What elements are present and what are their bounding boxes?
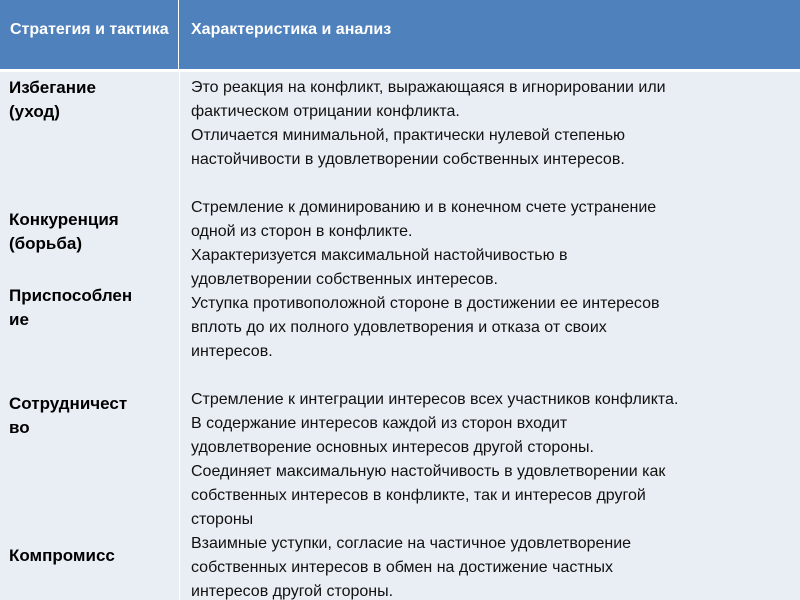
description-line: стороны <box>191 511 254 528</box>
description-compromise <box>191 532 796 600</box>
description-line: Это реакция на конфликт, выражающаяся в игнорировании или <box>191 79 666 96</box>
header-analysis-cell: Характеристика и анализ <box>191 21 392 38</box>
description-line: удовлетворение основных интересов другой стороны. <box>191 439 594 456</box>
description-line: интересов другой стороны. <box>191 583 394 600</box>
description-line: Стремление к доминированию и в конечном счете устранение <box>191 199 657 216</box>
description-accommodation <box>191 292 796 364</box>
strategy-compromise: Компромисс <box>9 546 115 565</box>
description-collaboration <box>191 388 796 532</box>
description-line: В содержание интересов каждой из сторон входит <box>191 415 568 432</box>
header-strategy-cell: Стратегия и тактика <box>0 0 179 69</box>
strategy-avoidance: Избегание (уход) <box>9 78 96 121</box>
description-line: настойчивости в удовлетворении собственных интересов. <box>191 151 625 168</box>
table-header-row <box>0 0 800 69</box>
description-line: собственных интересов в конфликте, так и интересов другой <box>191 487 646 504</box>
description-line: Уступка противоположной стороне в достижении ее интересов <box>191 295 660 312</box>
description-line: одной из сторон в конфликте. <box>191 223 413 240</box>
description-line: удовлетворении собственных интересов. <box>191 271 498 288</box>
description-line: фактическом отрицании конфликта. <box>191 103 460 120</box>
analysis-column <box>180 72 800 600</box>
strategy-competition: Конкуренция (борьба) <box>9 210 119 253</box>
description-line: Соединяет максимальную настойчивость в удовлетворении как <box>191 463 666 480</box>
strategies-column <box>0 72 180 600</box>
description-line: собственных интересов в обмен на достижение частных <box>191 559 613 576</box>
description-line: интересов. <box>191 343 273 360</box>
description-avoidance <box>191 76 796 172</box>
description-line: Отличается минимальной, практически нулевой степенью <box>191 127 626 144</box>
description-line: Стремление к интеграции интересов всех участников конфликта. <box>191 391 679 408</box>
description-line: Характеризуется максимальной настойчивостью в <box>191 247 568 264</box>
table-body-row <box>0 72 800 600</box>
description-competition <box>191 196 796 292</box>
description-line: Взаимные уступки, согласие на частичное удовлетворение <box>191 535 632 552</box>
strategy-accommodation: Приспособлен ие <box>9 286 133 329</box>
description-line: вплоть до их полного удовлетворения и отказа от своих <box>191 319 607 336</box>
strategy-collaboration: Сотрудничест во <box>9 394 128 437</box>
